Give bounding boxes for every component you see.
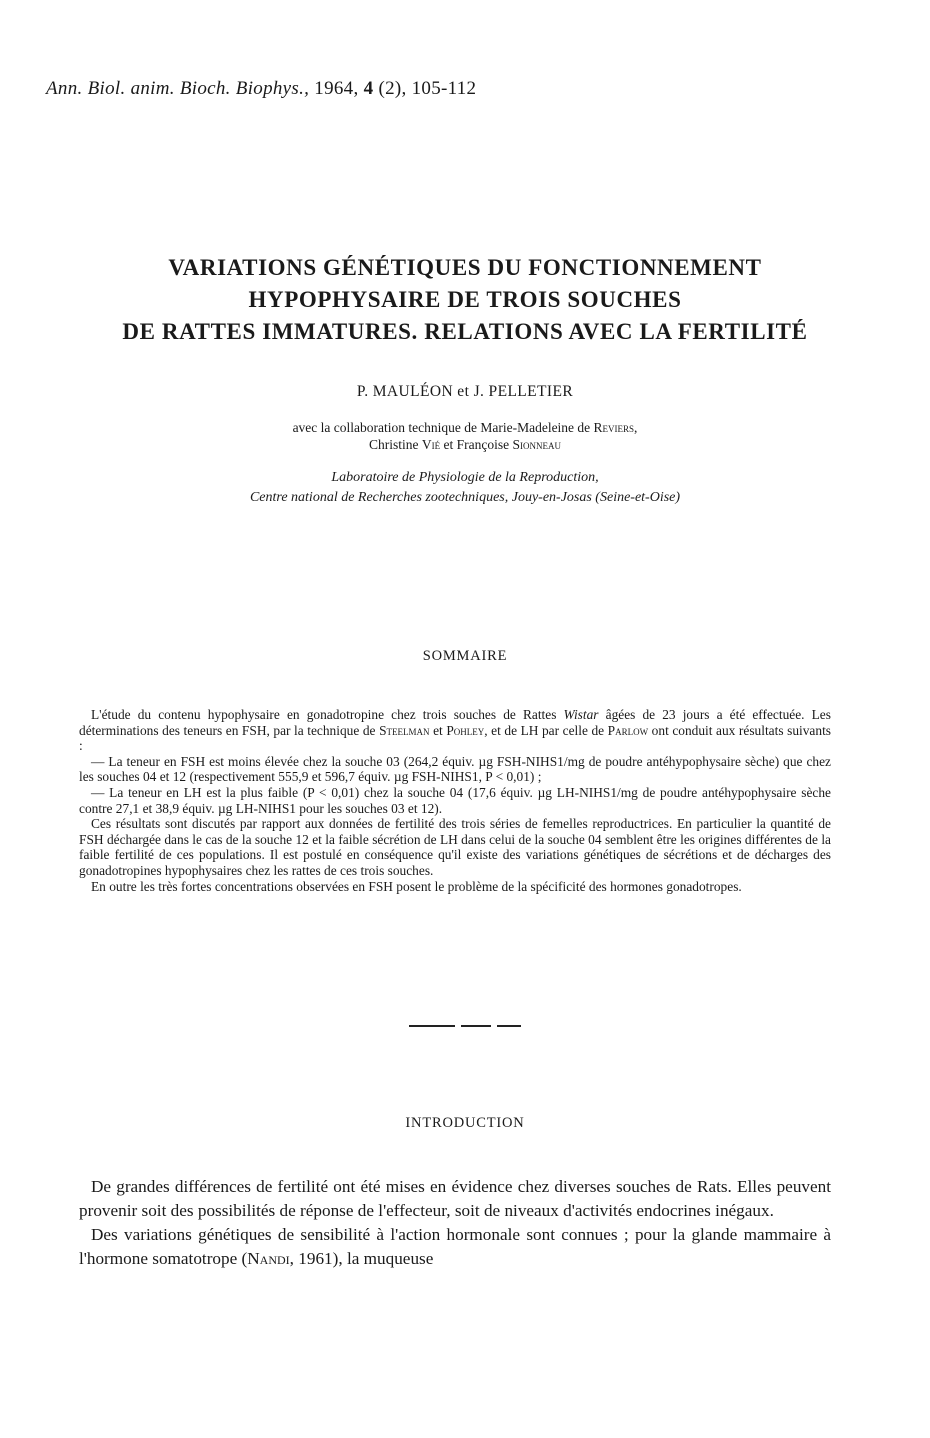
collaborator-name: Vié xyxy=(421,437,441,452)
collaboration-intro: avec la collaboration technique de Marie-Madeleine de xyxy=(292,420,591,435)
collaborator-firstname: Christine xyxy=(369,437,419,452)
title-line-1: VARIATIONS GÉNÉTIQUES DU FONCTIONNEMENT xyxy=(168,255,762,280)
cited-author: Pohley, xyxy=(446,722,488,738)
sommaire-paragraph xyxy=(79,707,831,754)
cited-author: Nandi, xyxy=(247,1249,294,1268)
divider-dash xyxy=(461,1025,491,1027)
sommaire-paragraph: — La teneur en LH est la plus faible (P < 0,01) chez la souche 04 (17,6 équiv. µg LH-NIHS1/mg de poudre antéhypophysaire sèche contre 27,1 et 38,9 équiv. µg LH-NIHS1 pour les souches 03 et 12). xyxy=(79,784,831,816)
introduction-paragraph xyxy=(79,1223,831,1271)
article-title xyxy=(0,252,930,348)
collaboration-note xyxy=(0,419,930,453)
collaboration-line-2 xyxy=(0,436,930,453)
sommaire-paragraph: Ces résultats sont discutés par rapport aux données de fertilité des trois séries de femelles reproductrices. En particulier la quantité de FSH déchargée dans le cas de la souche 12 et la faible sécrétion de LH dans celui de la souche 04 semblent être les origines différentes de la faible fertilité de ces populations. Il est postulé en conséquence qu'il existe des variations génétiques de sécrétions et de décharges des gonadotropines hypophysaires chez les rattes de ces trois souches. xyxy=(79,816,831,878)
collaboration-connector: et Françoise xyxy=(443,437,510,452)
introduction-heading: INTRODUCTION xyxy=(405,1115,525,1131)
journal-year: 1964, xyxy=(314,78,359,99)
divider-dash xyxy=(409,1025,455,1027)
journal-volume: 4 xyxy=(363,78,374,99)
introduction-body xyxy=(79,1175,831,1271)
title-line-2: HYPOPHYSAIRE DE TROIS SOUCHES xyxy=(248,287,682,312)
collaborator-name: Sionneau xyxy=(512,437,561,452)
affiliation-line-2: Centre national de Recherches zootechniques, Jouy-en-Josas (Seine-et-Oise) xyxy=(249,490,681,505)
journal-citation xyxy=(46,78,646,100)
collaboration-line-1 xyxy=(0,419,930,436)
summary-text: et de LH par celle de xyxy=(491,722,605,738)
summary-text: ont conduit aux résultats suivants : xyxy=(79,722,831,754)
intro-text: 1961), la muqueuse xyxy=(298,1249,434,1268)
title-line-3: DE RATTES IMMATURES. RELATIONS AVEC LA FERTILITÉ xyxy=(122,319,808,344)
sommaire-paragraph: En outre les très fortes concentrations observées en FSH posent le problème de la spécificité des hormones gonadotropes. xyxy=(91,878,742,894)
collaborator-name: Reviers, xyxy=(593,420,638,435)
sommaire-paragraph: — La teneur en FSH est moins élevée chez la souche 03 (264,2 équiv. µg FSH-NIHS1/mg de poudre antéhypophysaire sèche) que chez les souches 04 et 12 (respectivement 555,9 et 596,7 équiv. µg FSH-NIHS1, P < 0,01) ; xyxy=(79,753,831,785)
divider-dash xyxy=(497,1025,521,1027)
intro-text: Des variations génétiques de sensibilité à l'action hormonale sont connues ; pour la glande mammaire à l'hormone somatotrope ( xyxy=(79,1225,831,1268)
laboratory-affiliation xyxy=(0,468,930,508)
journal-pages: (2), 105-112 xyxy=(378,78,477,99)
affiliation-line-1: Laboratoire de Physiologie de la Reproduction, xyxy=(331,470,599,485)
summary-text: âgées de 23 jours a été effectuée. Les déterminations des teneurs en FSH, par la technique de xyxy=(79,707,831,738)
summary-text: et xyxy=(433,722,443,738)
cited-author: Steelman xyxy=(379,722,430,738)
sommaire-body xyxy=(79,707,831,894)
sommaire-heading: SOMMAIRE xyxy=(422,648,508,664)
summary-emphasis: Wistar xyxy=(563,707,599,722)
author-line: P. MAULÉON et J. PELLETIER xyxy=(356,383,574,400)
journal-name: Ann. Biol. anim. Bioch. Biophys., xyxy=(46,78,310,99)
section-divider xyxy=(0,1025,930,1027)
summary-text: L'étude du contenu hypophysaire en gonadotropine chez trois souches de Rattes xyxy=(91,707,557,722)
introduction-paragraph: De grandes différences de fertilité ont été mises en évidence chez diverses souches de Rats. Elles peuvent provenir soit des possibilités de réponse de l'effecteur, soit de niveaux d'activités endocrines inégaux. xyxy=(79,1177,831,1220)
cited-author: Parlow xyxy=(607,722,649,738)
